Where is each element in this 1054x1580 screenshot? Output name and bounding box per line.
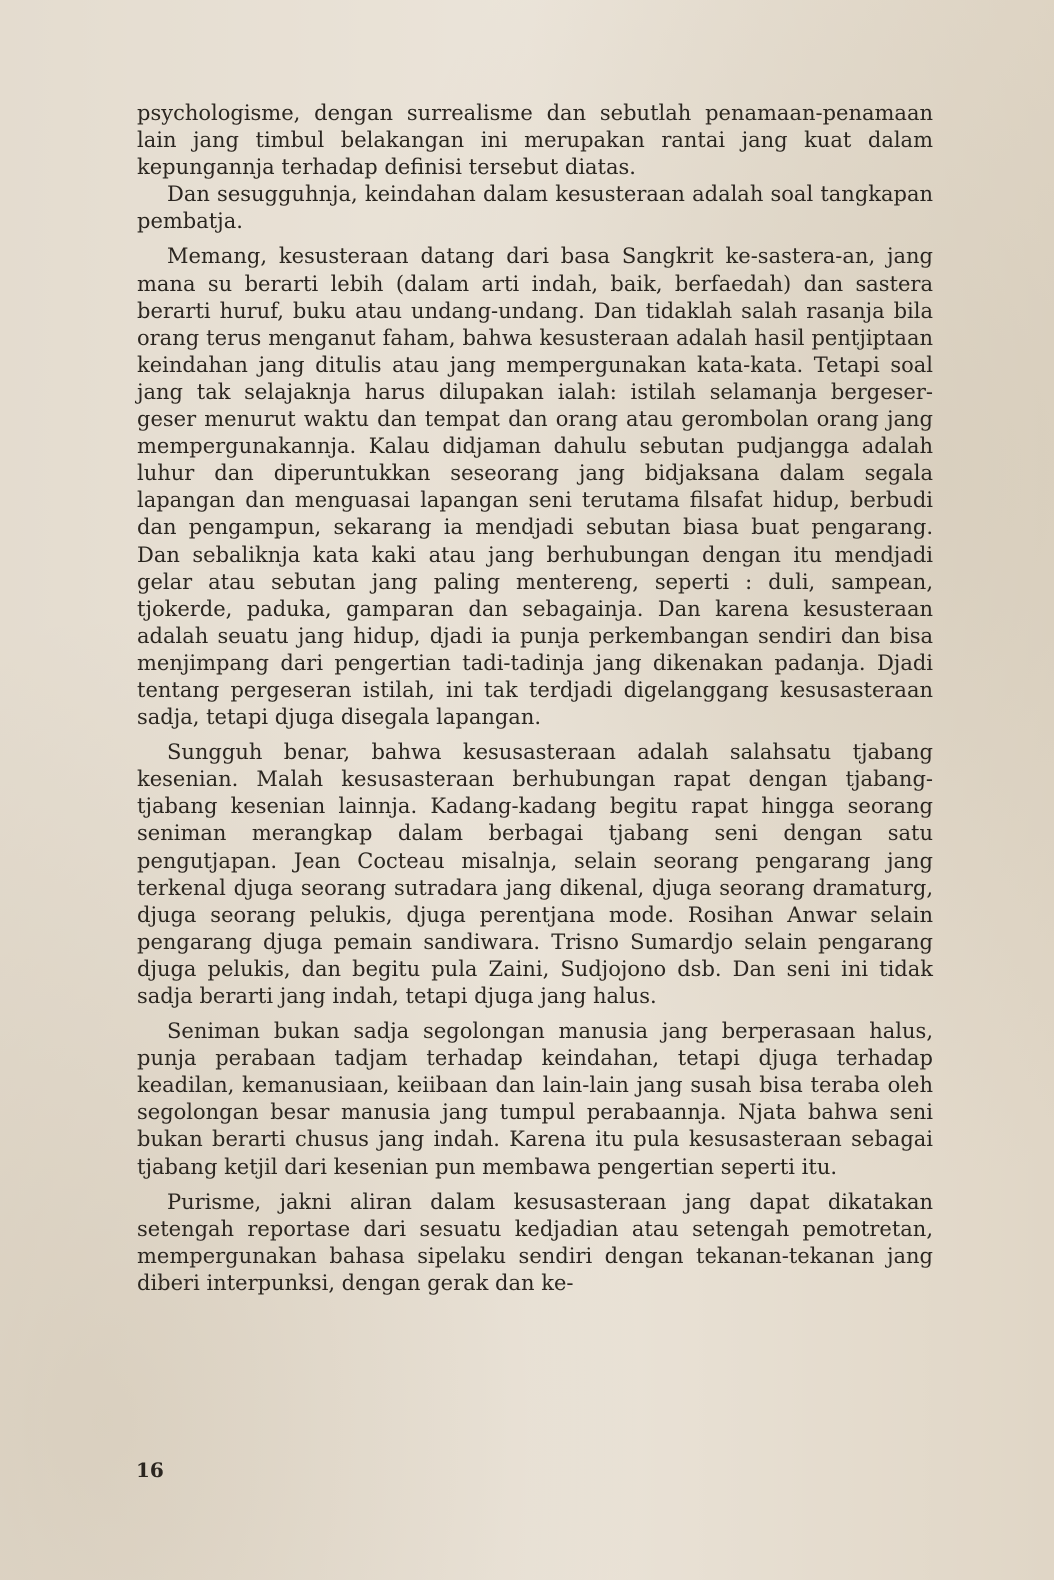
paragraph-3: Memang, kesusteraan datang dari basa Sangkrit ke-sastera-an, jang mana su berarti lebih (dalam arti indah, baik, berfaedah) dan sastera berarti huruf, buku atau undang-undang. Dan tidaklah salah rasanja bila orang terus menganut faham, bahwa kesusteraan adalah hasil pentjiptaan keindahan jang ditulis atau jang mempergunakan kata-kata. Tetapi soal jang tak selajaknja harus dilupakan ialah: istilah selamanja bergeser-geser menurut waktu dan tempat dan orang atau gerombolan orang jang mempergunakannja. Kalau didjaman dahulu sebutan pudjangga adalah luhur dan diperuntukkan seseorang jang bidjaksana dalam segala lapangan dan menguasai lapangan seni terutama filsafat hidup, berbudi dan pengampun, sekarang ia mendjadi sebutan biasa buat pengarang. Dan sebaliknja kata kaki atau jang berhubungan dengan itu mendjadi gelar atau sebutan jang paling mentereng, seperti : duli, sampean, tjokerde, paduka, gamparan dan sebagainja. Dan karena kesusteraan adalah seuatu jang hidup, djadi ia punja perkembangan sendiri dan bisa menjimpang dari pengertian tadi-tadinja jang dikenakan padanja. Djadi tentang pergeseran istilah, ini tak terdjadi digelanggang kesusasteraan sadja, tetapi djuga disegala lapangan. <box>137 244 933 730</box>
paragraph-2: Dan sesugguhnja, keindahan dalam kesusteraan adalah soal tangkapan pembatja. <box>137 182 933 234</box>
page-number: 16 <box>136 1458 164 1482</box>
paragraph-1: psychologisme, dengan surrealisme dan sebutlah penamaan-penamaan lain jang timbul belakangan ini merupakan rantai jang kuat dalam kepungannja terhadap definisi tersebut diatas. <box>137 101 933 180</box>
paragraph-6: Purisme, jakni aliran dalam kesusasteraan jang dapat dikatakan setengah reportase dari sesuatu kedjadian atau setengah pemotretan, mempergunakan bahasa sipelaku sendiri dengan tekanan-tekanan jang diberi interpunksi, dengan gerak dan ke- <box>137 1189 933 1295</box>
paragraph-5: Seniman bukan sadja segolongan manusia jang berperasaan halus, punja perabaan tadjam terhadap keindahan, tetapi djuga terhadap keadilan, kemanusiaan, keiibaan dan lain-lain jang susah bisa teraba oleh segolongan besar manusia jang tumpul perabaannja. Njata bahwa seni bukan berarti chusus jang indah. Karena itu pula kesusasteraan sebagai tjabang ketjil dari kesenian pun membawa pengertian seperti itu. <box>137 1019 933 1179</box>
body-text <box>137 100 933 1297</box>
paragraph-4: Sungguh benar, bahwa kesusasteraan adalah salahsatu tjabang kesenian. Malah kesusasteraan berhubungan rapat dengan tjabang-tjabang kesenian lainnja. Kadang-kadang begitu rapat hingga seorang seniman merangkap dalam berbagai tjabang seni dengan satu pengutjapan. Jean Cocteau misalnja, selain seorang pengarang jang terkenal djuga seorang sutradara jang dikenal, djuga seorang dramaturg, djuga seorang pelukis, djuga perentjana mode. Rosihan Anwar selain pengarang djuga pemain sandiwara. Trisno Sumardjo selain pengarang djuga pelukis, dan begitu pula Zaini, Sudjojono dsb. Dan seni ini tidak sadja berarti jang indah, tetapi djuga jang halus. <box>137 740 933 1008</box>
